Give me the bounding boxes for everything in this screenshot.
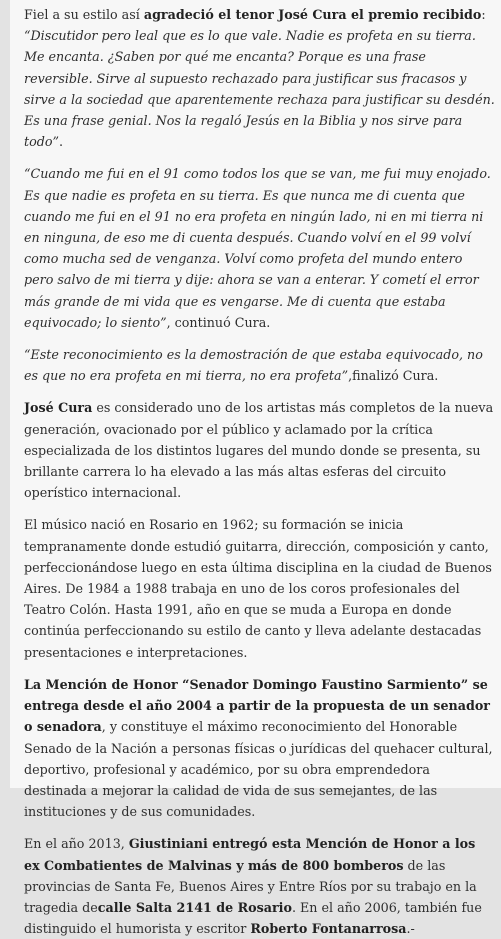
paragraph-quote-return [24,163,495,333]
text: , continuó Cura. [166,314,271,330]
text: : [481,7,486,22]
bold-text: agradeció el tenor José Cura el premio recibido [143,7,482,22]
paragraph-honor-description [24,674,495,822]
paragraph-career [24,514,495,662]
text: de las provincias de Santa Fe, Buenos Aires y Entre Ríos por su trabajo en la tragedia de [24,857,477,915]
paragraph-quote-recognition [24,344,495,386]
bold-text: calle Salta 2141 de Rosario [97,899,292,915]
bold-text: José Cura [24,400,93,416]
quote-text: “Este reconocimiento es la demostración de que estaba equivocado, no es que no era profeta en mi tierra, no era profeta” [24,347,483,384]
bold-text: Roberto Fontanarrosa [250,921,407,937]
quote-text: “Discutidor pero leal que es lo que vale. Nadie es profeta en su tierra. Me encanta. ¿Saben por qué me encanta? Porque es una frase reversible. Sirve al supuesto rechazado para justificar sus fracasos y sirve a la sociedad que aparentemente rechaza para justificar su desdén. Es una frase genial. Nos la regaló Jesús en la Biblia y nos sirve para todo” [24,28,495,150]
text: ,finalizó Cura. [348,368,439,384]
paragraph-past-recipients [24,833,495,939]
text: es considerado uno de los artistas más completos de la nueva generación, ovacionado por el público y aclamado por la crítica especializada de los distintos lugares del mundo donde se presenta, su brillante carrera lo ha elevado a las más altas esferas del circuito operístico internacional. [24,400,494,501]
text: , y constituye el máximo reconocimiento del Honorable Senado de la Nación a personas físicas o jurídicas del quehacer cultural, deportivo, profesional y académico, por su obra emprendedora destinada a mejorar la calidad de vida de sus semejantes, de las instituciones y de sus comunidades. [24,719,493,820]
text: .- [406,921,415,937]
text: . En el año 2006, también fue distinguido el humorista y escritor [24,899,482,937]
paragraph-bio [24,397,495,503]
text: Fiel a su estilo así [24,7,144,22]
text: . [58,134,64,150]
quote-text: “Cuando me fui en el 91 como todos los que se van, me fui muy enojado. Es que nadie es profeta en su tierra. Es que nunca me di cuenta que cuando me fui en el 91 no era profeta en ningún lado, ni en mi tierra ni en ninguna, de eso me di cuenta después. Cuando volví en el 99 volví como mucha sed de venganza. Volví como profeta del mundo entero pero salvo de mi tierra y dije: ahora se van a enterar. Y cometí el error más grande de mi vida que es vengarse. Me di cuenta que estaba equivocado; lo siento” [24,166,491,330]
article-body [10,0,501,937]
text: El músico nació en Rosario en 1962; su formación se inicia tempranamente donde estudió guitarra, dirección, composición y canto, perfeccionándose luego en esta última disciplina en la ciudad de Buenos Aires. De 1984 a 1988 trabaja en uno de los coros profesionales del Teatro Colón. Hasta 1991, año en que se muda a Europa en donde continúa perfeccionando su estilo de canto y lleva adelante destacadas presentaciones e interpretaciones. [24,517,492,660]
bold-text: La Mención de Honor “Senador Domingo Faustino Sarmiento” se entrega desde el año 2004 a partir de la propuesta de un senador o senadora [24,676,490,735]
text: En el año 2013, [24,836,129,852]
bold-text: Giustiniani entregó esta Mención de Honor a los ex Combatientes de Malvinas y más de 800 bomberos [24,836,476,873]
paragraph-intro-quote [24,4,495,152]
